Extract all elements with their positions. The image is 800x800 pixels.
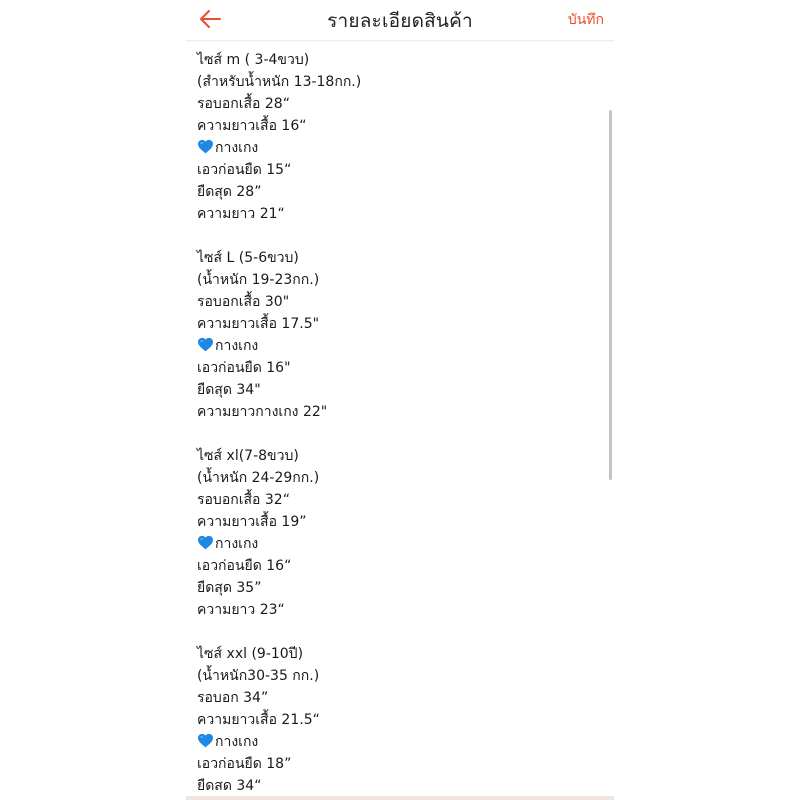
size-m-stretch: ยืดสุด 28” xyxy=(197,184,262,200)
size-m-title: ไซส์ m ( 3-4ขวบ) xyxy=(197,52,310,68)
size-m-waist: เอวก่อนยืด 15“ xyxy=(197,162,292,178)
size-m-shirt-length: ความยาวเสื้อ 16“ xyxy=(197,118,307,134)
blank-line xyxy=(197,621,597,643)
size-xl-chest: รอบอกเสื้อ 32“ xyxy=(197,492,290,508)
size-l-title: ไซส์ L (5-6ขวบ) xyxy=(197,250,299,266)
blue-heart-icon xyxy=(197,535,214,550)
size-l-pants-heading xyxy=(197,335,597,357)
page-title: รายละเอียดสินค้า xyxy=(327,10,473,32)
size-xl-length: ความยาว 23“ xyxy=(197,602,285,618)
size-l-waist: เอวก่อนยืด 16" xyxy=(197,360,291,376)
blue-heart-icon xyxy=(197,733,214,748)
size-xl-pants-heading xyxy=(197,533,597,555)
size-l-weight: (น้ำหนัก 19-23กก.) xyxy=(197,272,320,288)
size-l-chest: รอบอกเสื้อ 30" xyxy=(197,294,290,310)
size-m-pants-label: กางเกง xyxy=(215,140,259,156)
navigation-bar xyxy=(186,0,614,41)
size-m-length: ความยาว 21“ xyxy=(197,206,285,222)
size-m-weight: (สำหรับน้ำหนัก 13-18กก.) xyxy=(197,74,362,90)
size-xxl-stretch: ยืดสด 34“ xyxy=(197,778,262,794)
size-xl-weight: (น้ำหนัก 24-29กก.) xyxy=(197,470,320,486)
size-xl-stretch: ยืดสุด 35” xyxy=(197,580,262,596)
size-xl-shirt-length: ความยาวเสื้อ 19” xyxy=(197,514,307,530)
size-l-pants-label: กางเกง xyxy=(215,338,259,354)
size-m-chest: รอบอกเสื้อ 28“ xyxy=(197,96,290,112)
size-l-shirt-length: ความยาวเสื้อ 17.5" xyxy=(197,316,320,332)
size-xxl-pants-heading xyxy=(197,731,597,753)
size-xxl-weight: (น้ำหนัก30-35 กก.) xyxy=(197,668,320,684)
size-xxl-waist: เอวก่อนยืด 18” xyxy=(197,756,292,772)
save-button[interactable]: บันทึก xyxy=(567,12,604,28)
product-detail-editor-screen xyxy=(186,0,614,800)
blank-line xyxy=(197,225,597,247)
bottom-edge-strip xyxy=(186,796,614,800)
size-m-pants-heading xyxy=(197,137,597,159)
vertical-scrollbar[interactable] xyxy=(609,110,612,480)
blue-heart-icon xyxy=(197,337,214,352)
size-xxl-pants-label: กางเกง xyxy=(215,734,259,750)
size-xl-title: ไซส์ xl(7-8ขวบ) xyxy=(197,448,299,464)
size-xl-pants-label: กางเกง xyxy=(215,536,259,552)
size-l-stretch: ยืดสุด 34" xyxy=(197,382,261,398)
size-xxl-chest: รอบอก 34” xyxy=(197,690,269,706)
size-l-length: ความยาวกางเกง 22" xyxy=(197,404,328,420)
blank-line xyxy=(197,423,597,445)
size-xxl-shirt-length: ความยาวเสื้อ 21.5“ xyxy=(197,712,320,728)
blue-heart-icon xyxy=(197,139,214,154)
product-description-text[interactable] xyxy=(197,49,597,797)
size-xxl-title: ไซส์ xxl (9-10ปี) xyxy=(197,646,304,662)
size-xl-waist: เอวก่อนยืด 16“ xyxy=(197,558,292,574)
